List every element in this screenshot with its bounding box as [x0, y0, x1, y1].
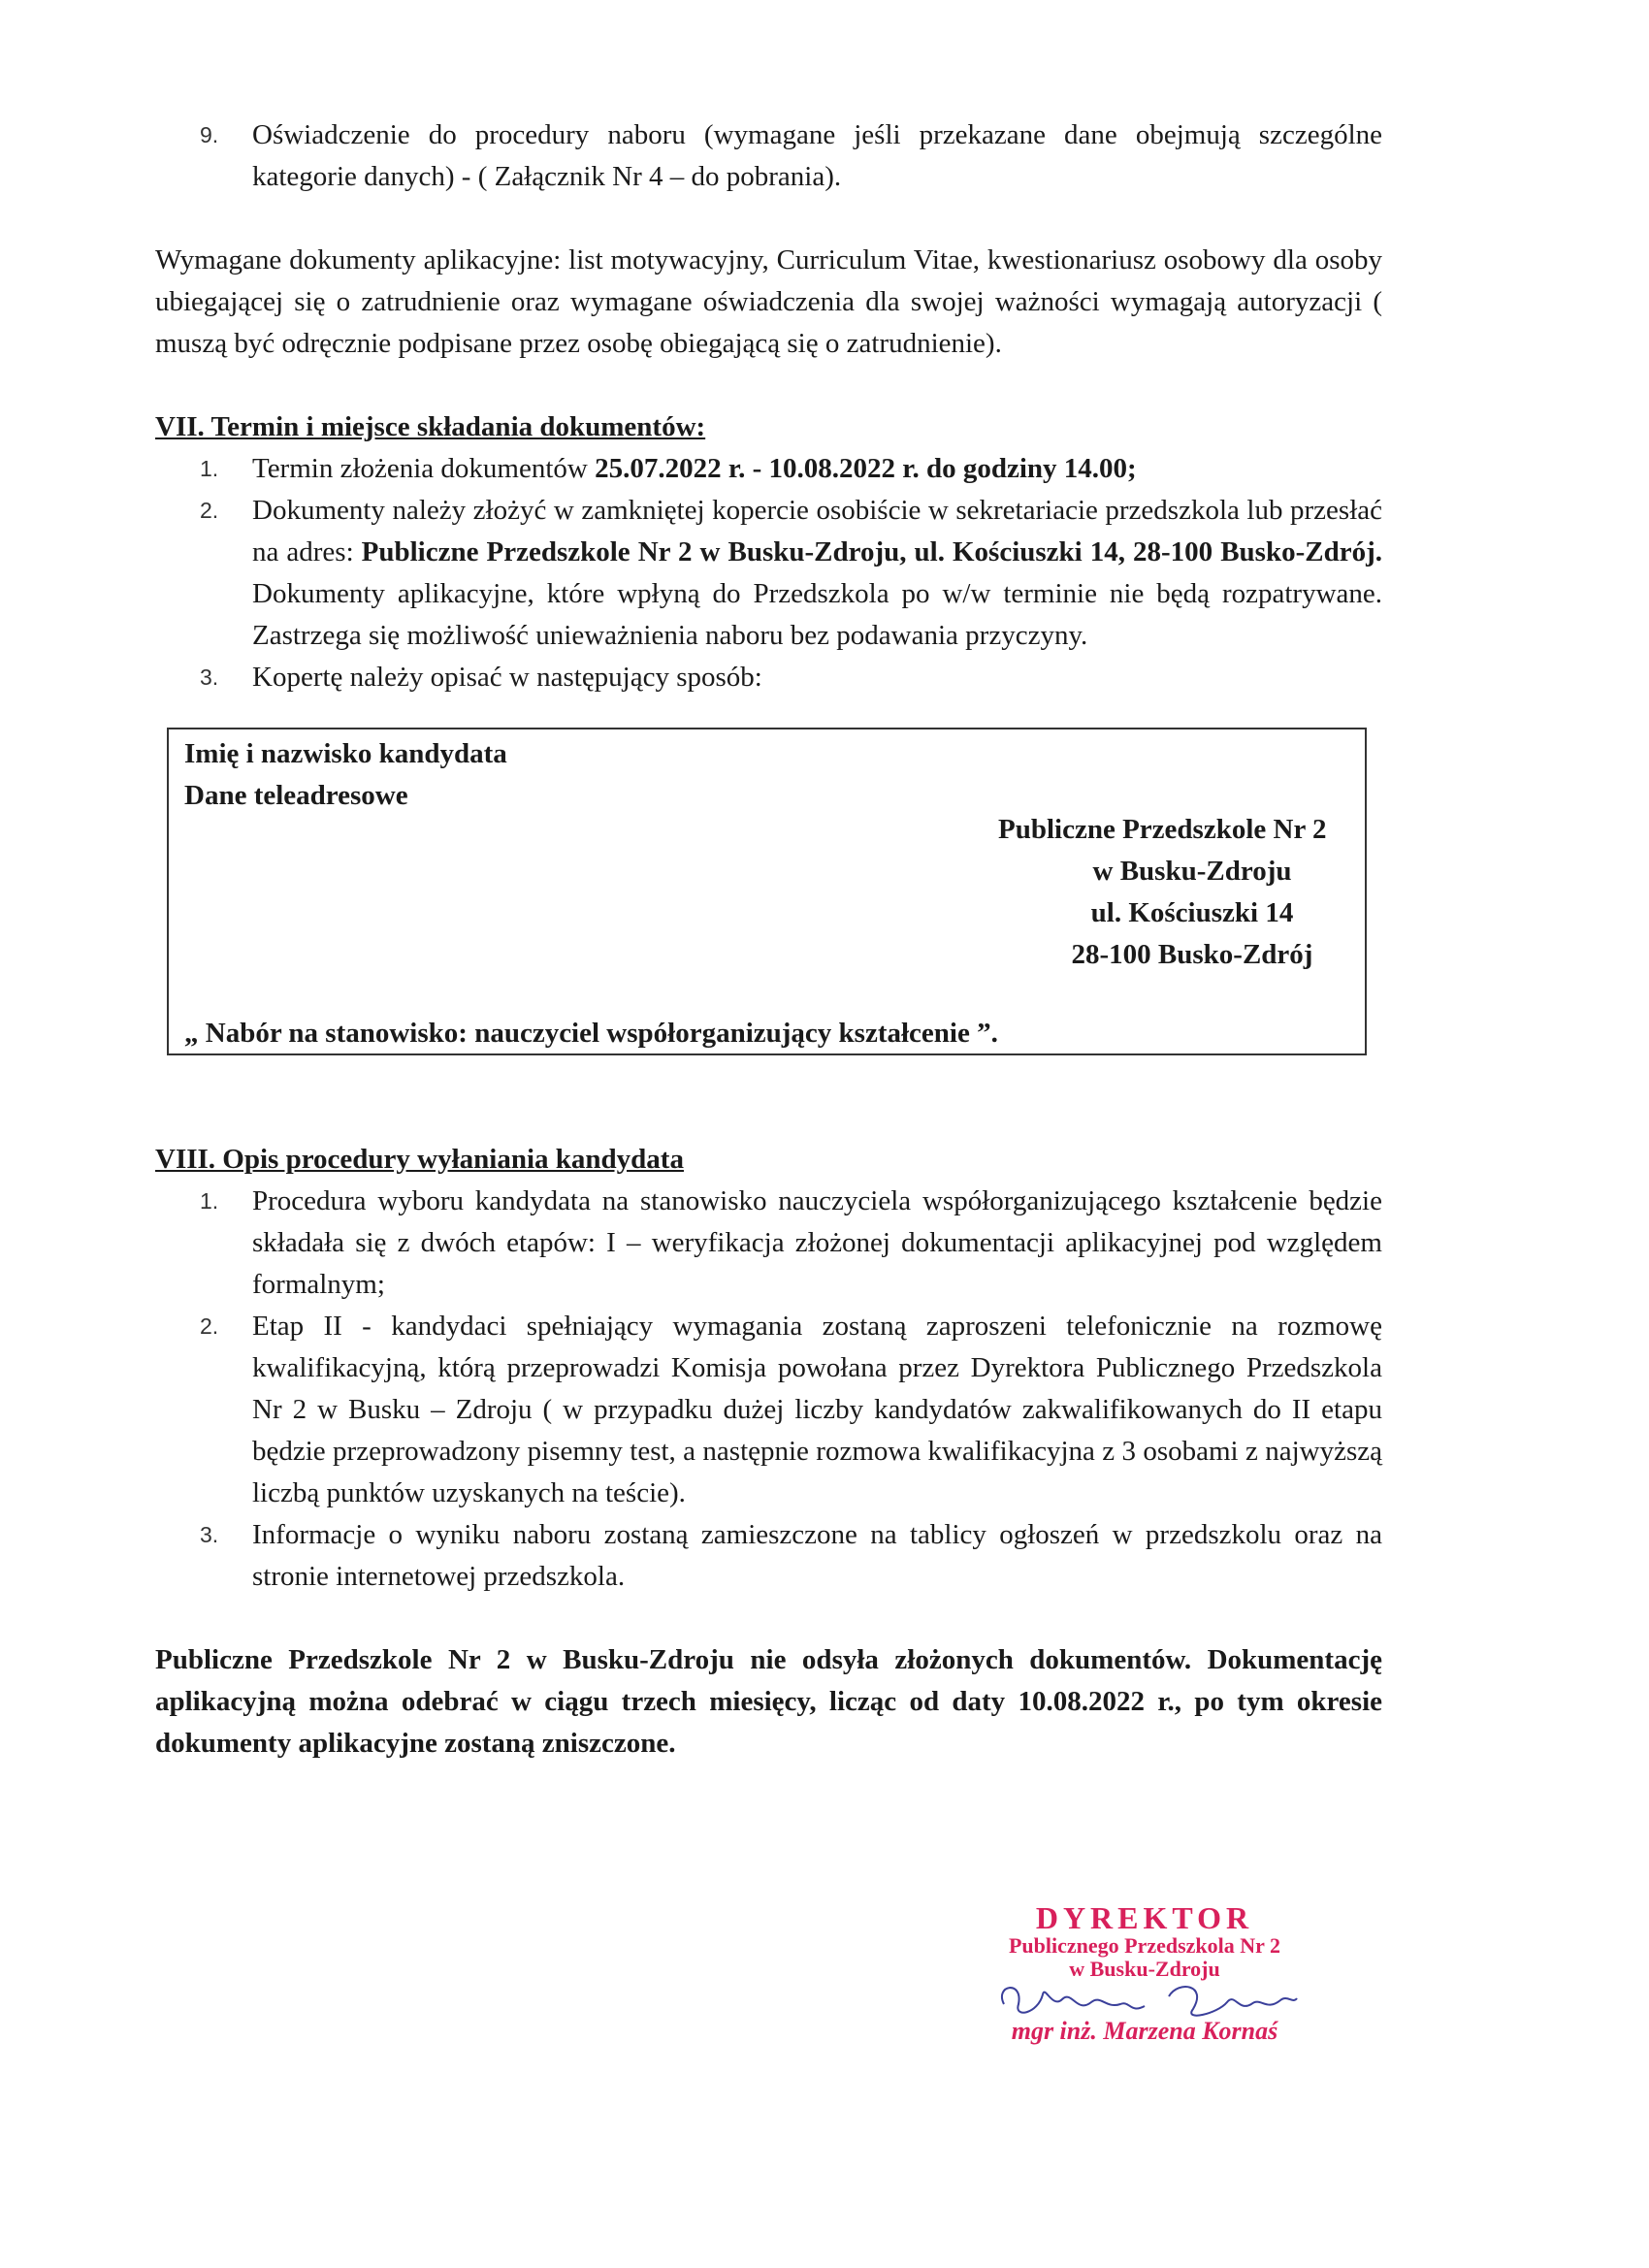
- list-item-text: Oświadczenie do procedury naboru (wymagane jeśli przekazane dane obejmują szczególne kategorie danych) - ( Załącznik Nr 4 – do pobrania).: [252, 119, 1382, 192]
- recipient-line: 28-100 Busko-Zdrój: [1071, 939, 1313, 970]
- item-9-list: [155, 114, 1382, 198]
- sender-name: Imię i nazwisko kandydata: [184, 738, 507, 769]
- list-item: [155, 1181, 1382, 1306]
- list-item-text: Termin złożenia dokumentów: [252, 453, 596, 484]
- address-text: Publiczne Przedszkole Nr 2 w Busku-Zdroju, ul. Kościuszki 14, 28-100 Busko-Zdrój.: [361, 536, 1382, 567]
- list-item-text: Etap II - kandydaci spełniający wymagania zostaną zaproszeni telefonicznie na rozmowę kwalifikacyjną, którą przeprowadzi Komisja powołana przez Dyrektora Publicznego Przedszkola Nr 2 w Busku – Zdroju ( w przypadku dużej liczby kandydatów zakwalifikowanych do II etapu będzie przeprowadzony pisemny test, a następnie rozmowa kwalifikacyjna z 3 osobami z najwyższą liczbą punktów uzyskanych na teście).: [252, 1311, 1382, 1508]
- section-8-heading: VIII. Opis procedury wyłaniania kandydata: [155, 1144, 684, 1175]
- list-item-text: Procedura wyboru kandydata na stanowisko nauczyciela współorganizującego kształcenie będzie składała się z dwóch etapów: I – weryfikacja złożonej dokumentacji aplikacyjnej pod względem formalnym;: [252, 1185, 1382, 1300]
- envelope-sender: [184, 733, 507, 817]
- list-item: [155, 448, 1382, 490]
- list-number: 3.: [200, 1522, 219, 1547]
- recipient-line: ul. Kościuszki 14: [1090, 897, 1294, 928]
- recipient-line: w Busku-Zdroju: [1092, 856, 1292, 887]
- list-number: 2.: [200, 1313, 219, 1339]
- list-item: [155, 490, 1382, 657]
- list-item-text: Dokumenty należy złożyć w zamkniętej kopercie osobiście w sekretariacie przedszkola lub przesłać na adres:: [252, 495, 1382, 567]
- closing-paragraph: Publiczne Przedszkole Nr 2 w Busku-Zdroju nie odsyła złożonych dokumentów. Dokumentację aplikacyjną można odebrać w ciągu trzech miesięcy, licząc od daty 10.08.2022 r., po tym okresie dokumenty aplikacyjne zostaną zniszczone.: [155, 1644, 1382, 1759]
- director-stamp: [970, 1901, 1319, 2045]
- envelope-box: [167, 728, 1367, 1055]
- list-number: 1.: [200, 456, 219, 481]
- list-item: [155, 1306, 1382, 1514]
- recipient-line: Publiczne Przedszkole Nr 2: [998, 814, 1327, 845]
- list-item: [155, 1514, 1382, 1598]
- list-item-text: Dokumenty aplikacyjne, które wpłyną do Przedszkola po w/w terminie nie będą rozpatrywane. Zastrzega się możliwość unieważnienia naboru bez podawania przyczyny.: [252, 578, 1382, 651]
- list-item-text: Informacje o wyniku naboru zostaną zamieszczone na tablicy ogłoszeń w przedszkolu oraz na stronie internetowej przedszkola.: [252, 1519, 1382, 1592]
- list-number: 3.: [200, 664, 219, 690]
- list-number: 2.: [200, 498, 219, 523]
- list-item-text: Kopertę należy opisać w następujący sposób:: [252, 662, 762, 693]
- list-number: 9.: [200, 122, 219, 147]
- stamp-name: mgr inż. Marzena Kornaś: [1011, 2017, 1278, 2045]
- envelope-recipient: [998, 809, 1386, 976]
- document-page: [155, 114, 1382, 1765]
- envelope-subject: „ Nabór na stanowisko: nauczyciel współorganizujący kształcenie ”.: [184, 1018, 998, 1049]
- stamp-line: w Busku-Zdroju: [1069, 1957, 1220, 1981]
- list-number: 1.: [200, 1188, 219, 1214]
- stamp-line: Publicznego Przedszkola Nr 2: [1008, 1933, 1281, 1958]
- deadline-text: 25.07.2022 r. - 10.08.2022 r. do godziny 14.00;: [595, 453, 1137, 484]
- list-item: [155, 657, 1382, 698]
- section-7-list: [155, 448, 1382, 698]
- sender-contact: Dane teleadresowe: [184, 780, 408, 811]
- stamp-title: DYREKTOR: [1035, 1900, 1254, 1935]
- list-item-9: [155, 114, 1382, 198]
- section-8-list: [155, 1181, 1382, 1598]
- section-7-heading: VII. Termin i miejsce składania dokumentów:: [155, 411, 706, 442]
- required-documents-paragraph: Wymagane dokumenty aplikacyjne: list motywacyjny, Curriculum Vitae, kwestionariusz osobowy dla osoby ubiegającej się o zatrudnienie oraz wymagane oświadczenia dla swojej ważności wymagają autoryzacji ( muszą być odręcznie podpisane przez osobę obiegającą się o zatrudnienie).: [155, 244, 1382, 359]
